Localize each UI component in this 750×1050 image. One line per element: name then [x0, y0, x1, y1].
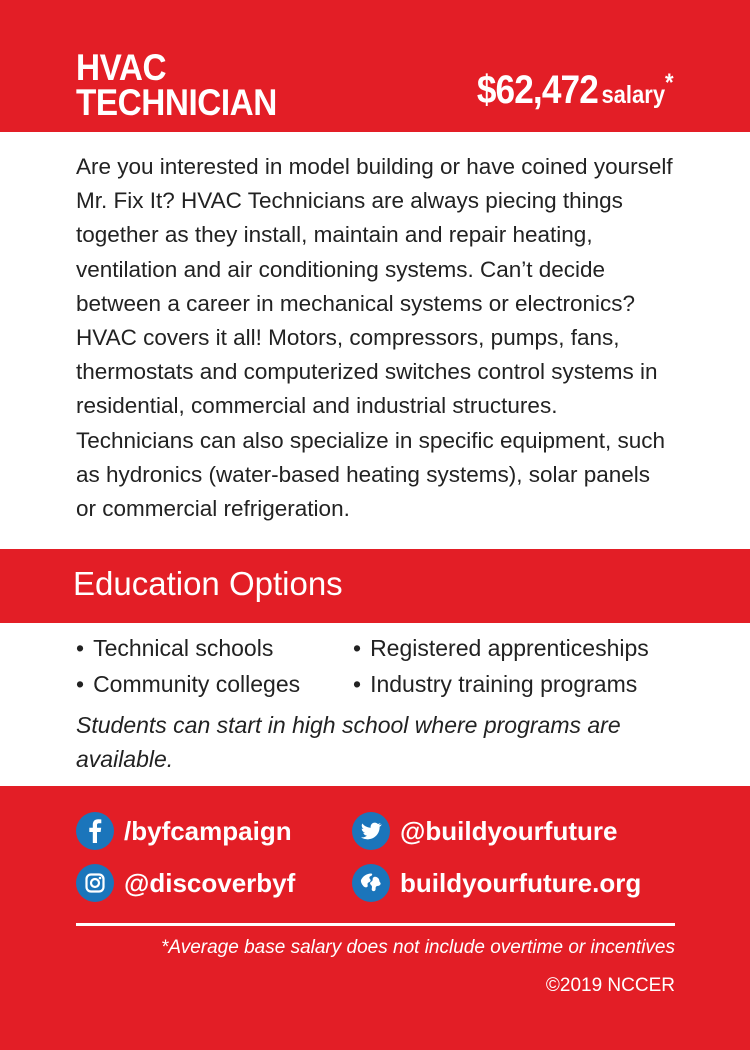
- job-title: [76, 47, 277, 123]
- job-title-line-2: TECHNICIAN: [76, 82, 277, 123]
- social-instagram[interactable]: [76, 864, 295, 902]
- salary-amount: $62,472: [477, 68, 599, 112]
- education-option: • Technical schools: [76, 632, 353, 664]
- education-option: • Registered apprenticeships: [353, 632, 683, 664]
- facebook-icon: [76, 812, 114, 850]
- twitter-icon: [352, 812, 390, 850]
- website-url: buildyourfuture.org: [400, 867, 642, 898]
- education-heading-bar: [0, 549, 750, 623]
- globe-icon: [352, 864, 390, 902]
- salary-label: salary: [601, 81, 666, 109]
- social-facebook[interactable]: [76, 812, 292, 850]
- social-twitter[interactable]: [352, 812, 617, 850]
- education-option: • Community colleges: [76, 668, 353, 700]
- twitter-handle: @buildyourfuture: [400, 815, 618, 846]
- instagram-handle: @discoverbyf: [124, 867, 296, 898]
- education-options-list: [76, 632, 696, 700]
- social-website[interactable]: [352, 864, 641, 902]
- footer-panel: [0, 786, 750, 1050]
- header-bar: [0, 0, 750, 132]
- education-note: Students can start in high school where programs are available.: [76, 712, 621, 772]
- education-heading: Education Options: [73, 565, 343, 602]
- footer-divider: [76, 923, 675, 926]
- education-option: • Industry training programs: [353, 668, 683, 700]
- job-description: Are you interested in model building or have coined yourself Mr. Fix It? HVAC Technicians are always piecing things together as they install, maintain and repair heating, ventilation and air conditioning systems. Can’t decide between a career in mechanical systems or electronics? HVAC covers it all! Motors, compressors, pumps, fans, thermostats and computerized switches control systems in residential, commercial and industrial structures. Technicians can also specialize in specific equipment, such as hydronics (water-based heating systems), solar panels or commercial refrigeration.: [76, 154, 673, 522]
- salary-footnote-mark: *: [665, 69, 674, 97]
- facebook-handle: /byfcampaign: [124, 815, 292, 846]
- salary-disclaimer: *Average base salary does not include overtime or incentives: [161, 937, 675, 958]
- copyright: ©2019 NCCER: [545, 975, 675, 996]
- salary-figure: [477, 68, 674, 113]
- instagram-icon: [76, 864, 114, 902]
- job-title-line-1: HVAC: [76, 47, 167, 88]
